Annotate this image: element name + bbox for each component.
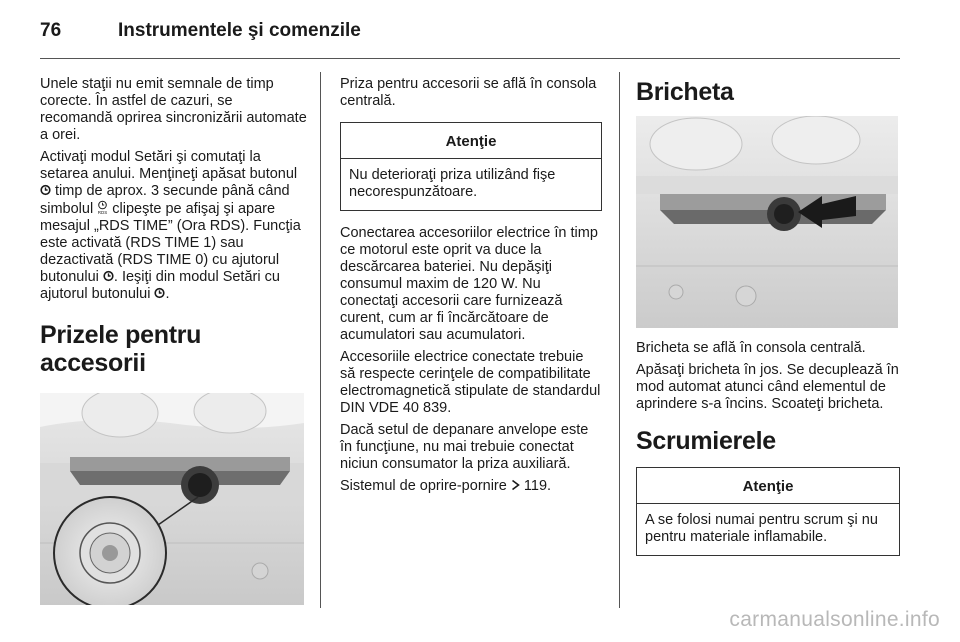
accessory-socket-illustration	[40, 393, 304, 605]
paragraph-lighter-usage: Apăsaţi bricheta în jos. Se decuplează în mod automat atunci când elementul de aprindere s-a încins. Scoateţi bricheta.	[636, 362, 899, 412]
clock-button-icon	[154, 287, 165, 299]
clock-button-icon	[103, 270, 114, 282]
caution-text: Nu deterioraţi priza utilizând fişe necorespunzătoare.	[349, 167, 556, 200]
caution-title: Atenţie	[637, 468, 899, 504]
paragraph-rds-stations: Unele staţii nu emit semnale de timp corecte. În astfel de cazuri, se recomandă oprirea sincronizării automate a orei.	[40, 76, 307, 143]
caution-text: A se folosi numai pentru scrum şi nu pentru materiale inflamabile.	[645, 512, 878, 545]
column-left	[40, 76, 308, 605]
paragraph-tyre-repair: Dacă setul de depanare anvelope este în funcţiune, nu mai trebuie conectat niciun consumator la priza auxiliară.	[340, 422, 589, 472]
column-divider-1	[320, 72, 321, 608]
page-number: 76	[40, 20, 62, 41]
caution-box	[340, 122, 602, 211]
clock-button-icon	[40, 184, 51, 196]
paragraph-stop-start: Sistemul de oprire-pornire 119.	[340, 478, 552, 494]
chapter-title: Instrumentele şi comenzile	[118, 20, 361, 41]
paragraph-lighter-location: Bricheta se află în consola centrală.	[636, 340, 866, 356]
heading-accessory-sockets: Prizele pentru accesorii	[40, 321, 202, 377]
page-reference[interactable]: 119.	[523, 478, 552, 494]
watermark: carmanualsonline.info	[729, 608, 940, 631]
rds-clock-symbol-icon	[97, 200, 108, 215]
reference-arrow-icon	[511, 479, 520, 491]
cigarette-lighter-illustration	[636, 116, 898, 328]
column-right	[636, 76, 900, 570]
header-divider	[40, 58, 900, 59]
page-header	[40, 20, 900, 48]
heading-cigarette-lighter: Bricheta	[636, 78, 734, 106]
column-divider-2	[619, 72, 620, 608]
paragraph-emc-compat: Accesoriile electrice conectate trebuie să respecte cerinţele de compatibilitate electromagnetică stipulate de standardul DIN VDE 40 839.	[340, 349, 601, 416]
heading-ashtrays: Scrumierele	[636, 427, 776, 455]
caution-box	[636, 467, 900, 556]
paragraph-battery-discharge: Conectarea accesoriilor electrice în timp ce motorul este oprit va duce la descărcarea bateriei. Nu depăşiţi consumul maxim de 120 W. Nu conectaţi accesorii care furnizează curent, cum ar fi încărcătoare de acumulatori sau acumulatori.	[340, 225, 598, 343]
paragraph-rds-setting: Activaţi modul Setări şi comutaţi la setarea anului. Menţineţi apăsat butonul timp de aprox. 3 secunde până când simbolul RDS clipeşte pe afişaj şi apare mesajul „RDS TIME” (Ora RDS). Funcţia este activată (RDS TIME 1) sau dezactivată (RDS TIME 0) cu ajutorul butonului . Ieşiţi din modul Setări cu ajutorul butonului .	[40, 149, 301, 302]
caution-title: Atenţie	[341, 123, 601, 159]
paragraph-socket-location: Priza pentru accesorii se află în consola centrală.	[340, 76, 597, 109]
svg-text:RDS: RDS	[97, 210, 108, 215]
column-middle	[340, 76, 602, 500]
